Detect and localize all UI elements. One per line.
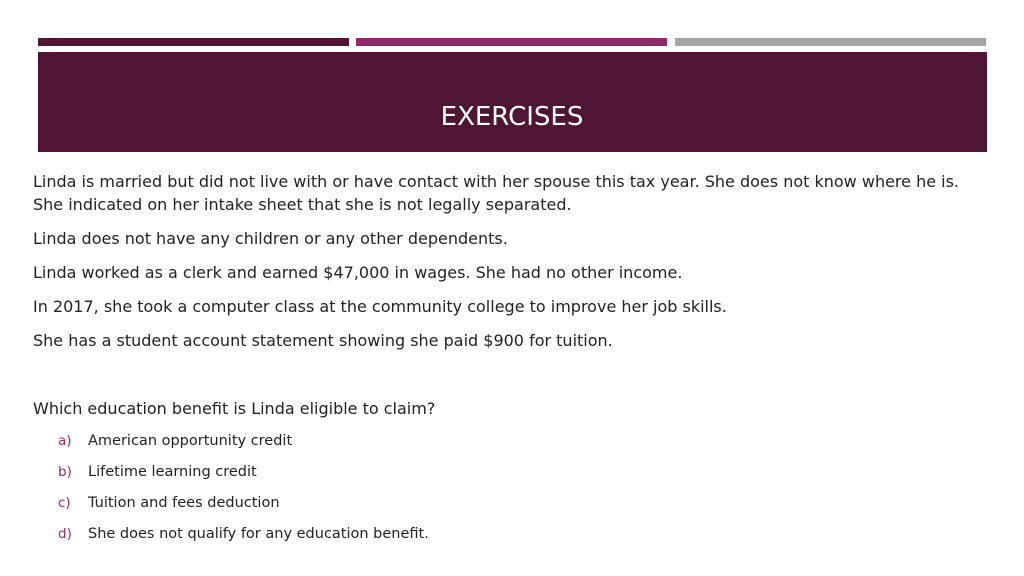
option-text: American opportunity credit [88,433,293,449]
option-text: She does not qualify for any education benefit. [88,526,429,542]
option-letter: a) [58,433,72,449]
top-accent-bar-gray [675,38,986,46]
option-text: Lifetime learning credit [88,464,257,480]
option-letter: d) [58,526,72,542]
option-text: Tuition and fees deduction [88,495,280,511]
paragraph-marital-status: Linda is married but did not live with or have contact with her spouse this tax year. She does not know where he is. She indicated on her intake sheet that she is not legally separated. [33,172,960,214]
answer-option-b [58,462,429,493]
slide-title: EXERCISES [440,102,584,132]
top-accent-bar-dark [38,38,349,46]
question-text: Which education benefit is Linda eligible to claim? [33,399,436,418]
paragraph-dependents: Linda does not have any children or any other dependents. [33,229,508,248]
option-letter: b) [58,464,72,480]
option-letter: c) [58,495,71,511]
paragraph-income: Linda worked as a clerk and earned $47,000 in wages. She had no other income. [33,263,683,282]
top-accent-bar-magenta [356,38,667,46]
answer-option-d [58,524,429,555]
paragraph-tuition: She has a student account statement showing she paid $900 for tuition. [33,331,613,350]
answer-options-list [58,431,429,555]
answer-option-c [58,493,429,524]
answer-option-a [58,431,429,462]
paragraph-computer-class: In 2017, she took a computer class at the community college to improve her job skills. [33,297,727,316]
